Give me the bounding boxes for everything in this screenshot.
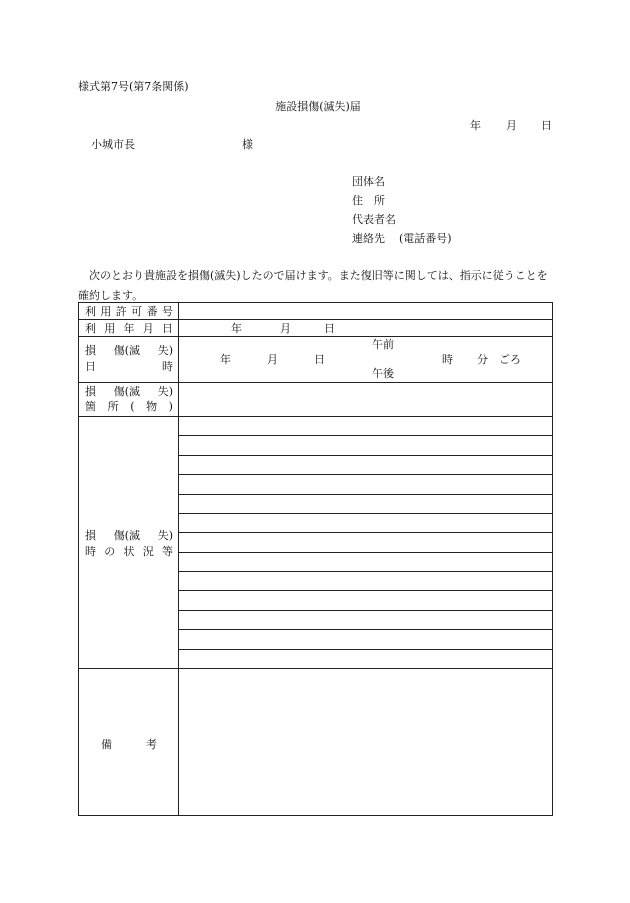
damage-location-label-line2: 箇 所 ( 物 ) — [85, 400, 173, 413]
situation-ruled-line — [178, 532, 552, 533]
addressee: 小城市長 — [91, 138, 135, 151]
damage-datetime-label-line1: 損 傷(滅 失) — [85, 344, 173, 357]
row-divider — [79, 668, 552, 669]
date-day-label: 日 — [541, 119, 552, 132]
situation-ruled-line — [178, 435, 552, 436]
minute-label: 分 — [477, 353, 488, 366]
situation-ruled-line — [178, 590, 552, 591]
pm-label: 午後 — [372, 367, 394, 380]
organization-label: 団体名 — [352, 175, 385, 188]
representative-label: 代表者名 — [352, 213, 396, 226]
damage-situation-label-line1: 損 傷(滅 失) — [85, 529, 173, 542]
contact-label: 連絡先 — [352, 232, 385, 245]
phone-number-label: (電話番号) — [399, 232, 452, 245]
row-divider — [79, 416, 552, 417]
damage-datetime-label-line2: 日 時 — [85, 360, 173, 373]
honorific: 様 — [242, 138, 253, 151]
notice-text: 次のとおり貴施設を損傷(滅失)したので届けます。また復旧等に関しては、指示に従うことを確約します。 — [78, 269, 548, 302]
use-date-day: 日 — [324, 322, 335, 335]
situation-ruled-line — [178, 610, 552, 611]
situation-ruled-line — [178, 571, 552, 572]
permit-number-label: 利 用 許 可 番 号 — [85, 305, 173, 318]
date-year-label: 年 — [470, 119, 481, 132]
situation-ruled-line — [178, 552, 552, 553]
form-number: 様式第7号(第7条関係) — [78, 80, 189, 93]
remarks-label-char1: 備 — [101, 738, 112, 751]
row-divider — [79, 382, 552, 383]
use-date-year: 年 — [231, 322, 242, 335]
am-label: 午前 — [372, 338, 394, 351]
address-label: 住 所 — [352, 194, 385, 207]
damage-report-table — [78, 302, 553, 816]
damage-month: 月 — [267, 353, 278, 366]
approx-label: ごろ — [499, 353, 521, 366]
remarks-label-char2: 考 — [146, 738, 157, 751]
document-title: 施設損傷(滅失)届 — [275, 100, 361, 113]
situation-ruled-line — [178, 629, 552, 630]
situation-ruled-line — [178, 513, 552, 514]
situation-ruled-line — [178, 455, 552, 456]
row-divider — [79, 336, 552, 337]
date-month-label: 月 — [506, 119, 517, 132]
situation-ruled-line — [178, 494, 552, 495]
use-date-month: 月 — [280, 322, 291, 335]
damage-location-label-line1: 損 傷(滅 失) — [85, 385, 173, 398]
damage-situation-label-line2: 時 の 状 況 等 — [85, 545, 173, 558]
label-column-divider — [178, 303, 179, 815]
situation-ruled-line — [178, 649, 552, 650]
situation-ruled-line — [178, 474, 552, 475]
hour-label: 時 — [442, 353, 453, 366]
use-date-label: 利 用 年 月 日 — [85, 322, 173, 335]
row-divider — [79, 319, 552, 320]
damage-day: 日 — [314, 353, 325, 366]
damage-year: 年 — [220, 353, 231, 366]
